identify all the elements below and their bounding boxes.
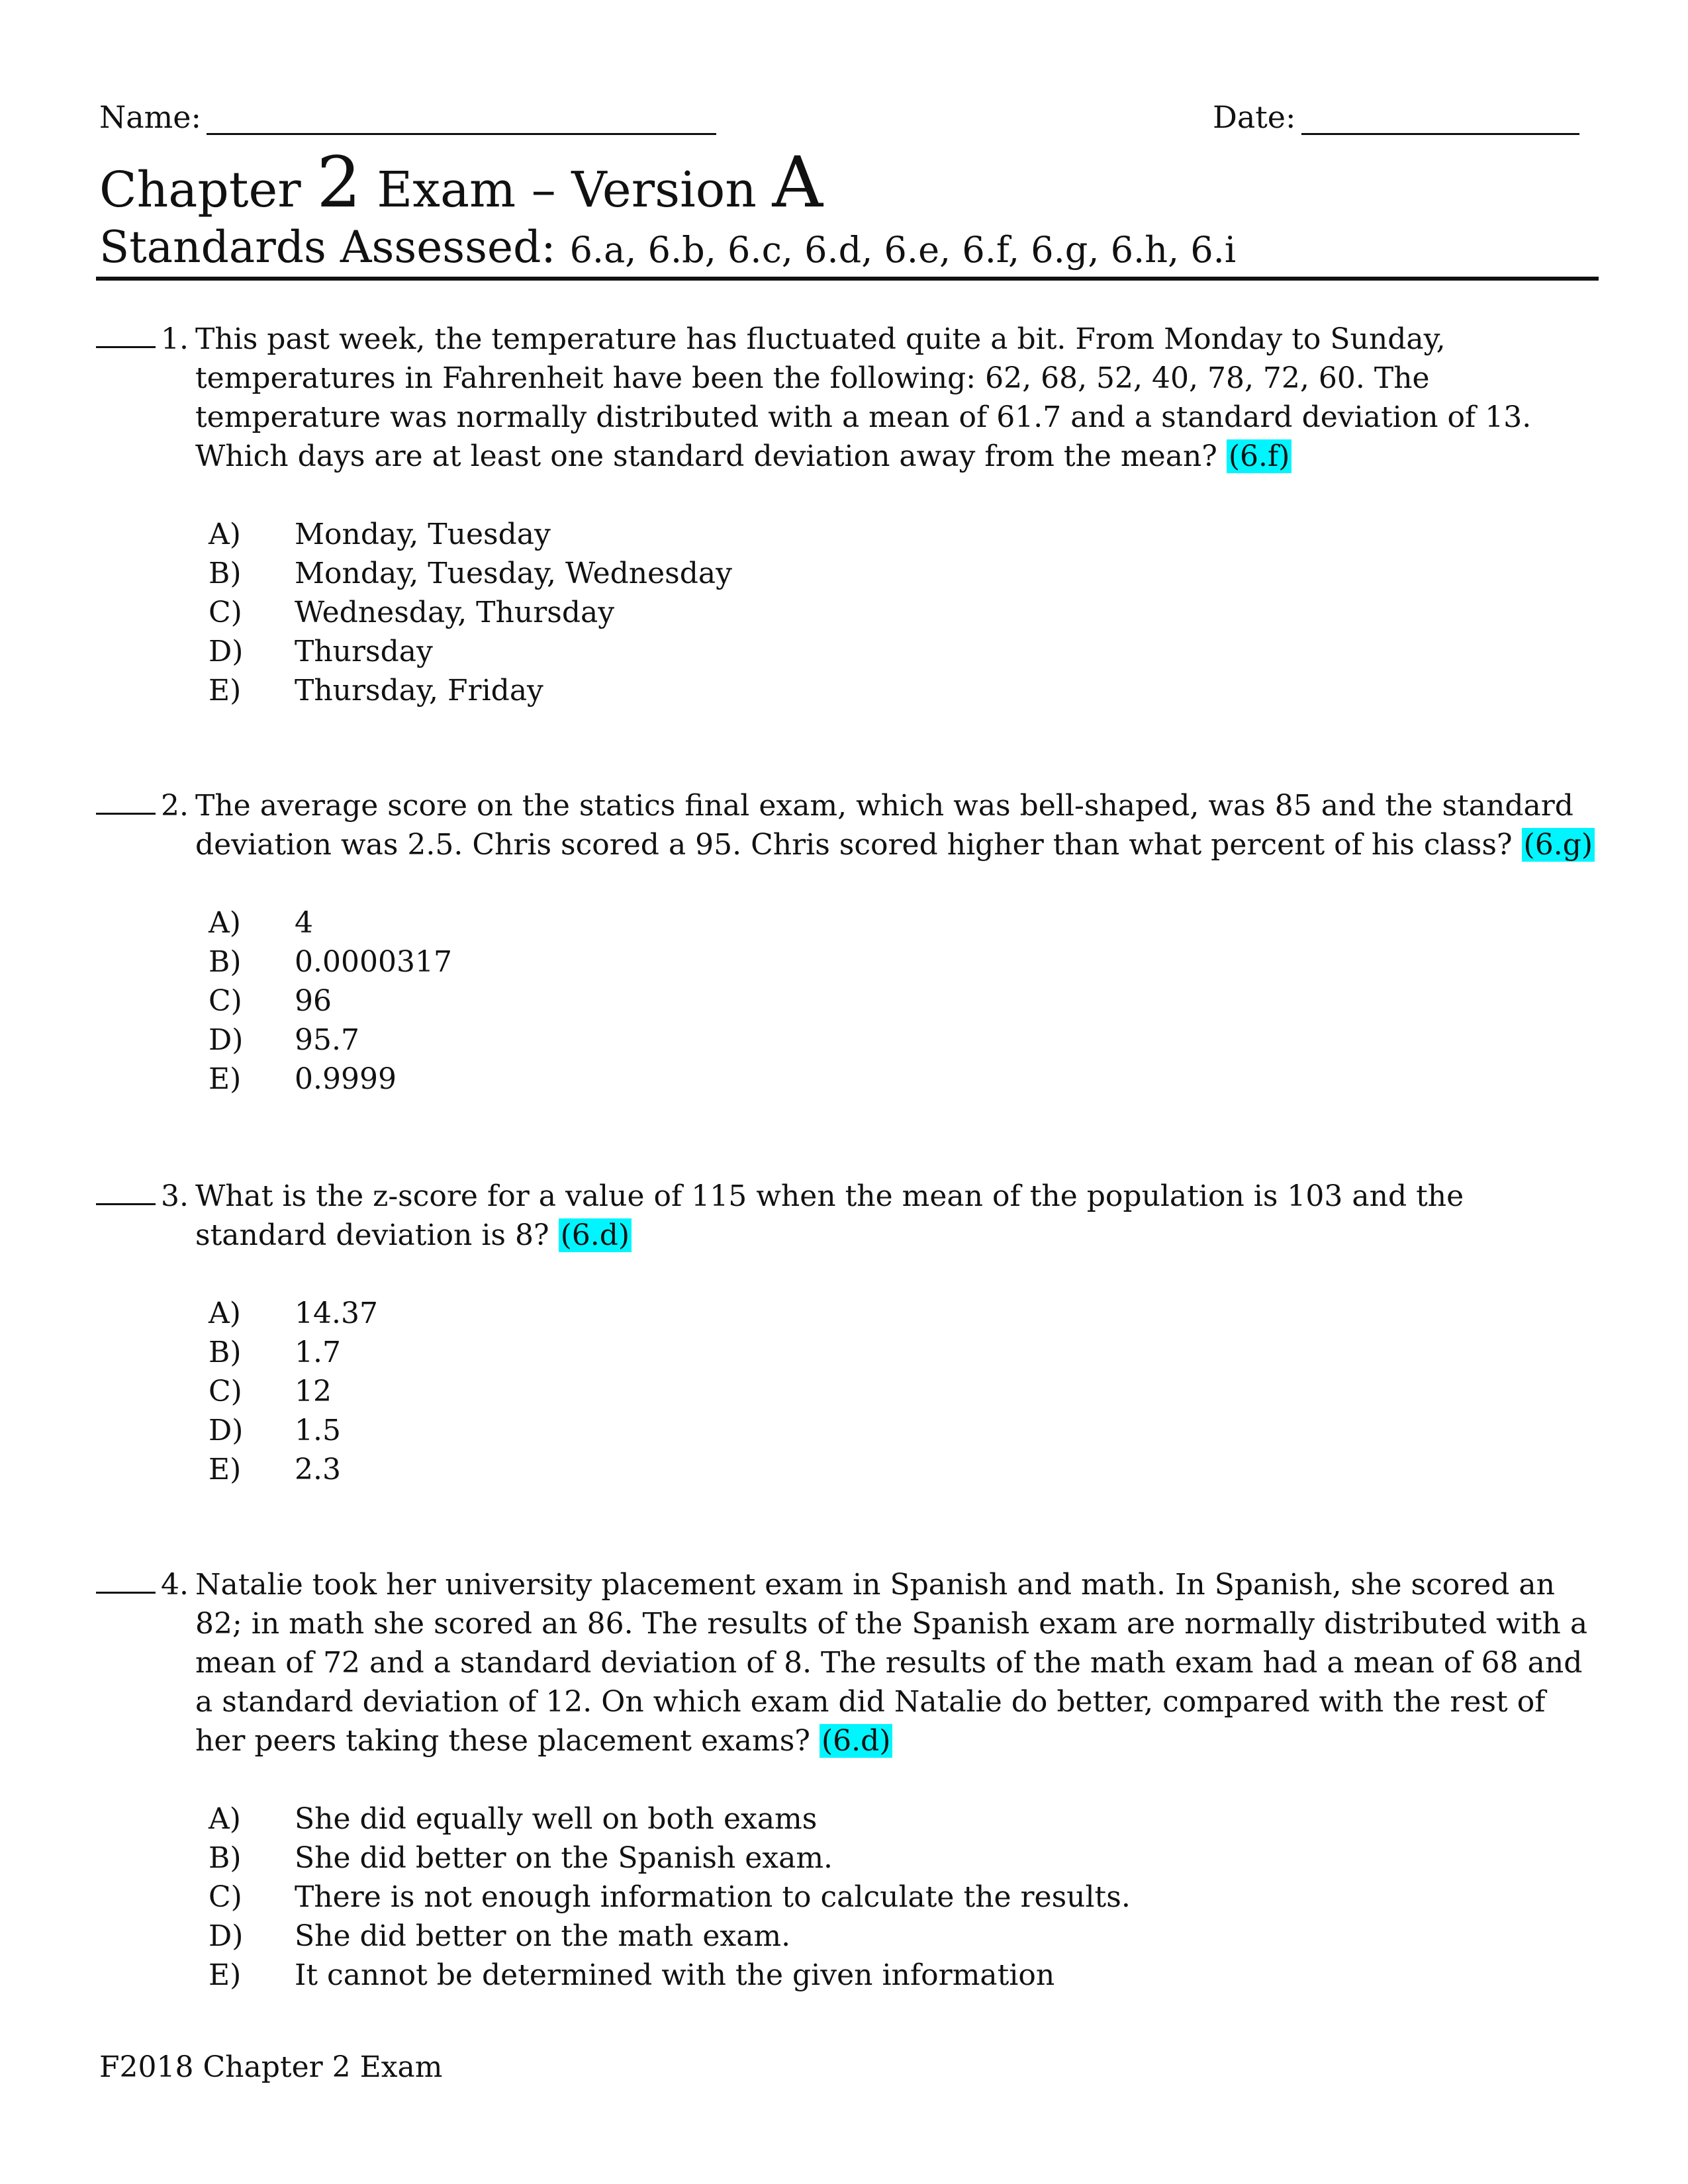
choice-item[interactable]: [209, 1021, 1599, 1060]
choice-letter: A): [209, 1297, 241, 1330]
title-prefix: Chapter: [99, 161, 301, 218]
choice-text: Wednesday, Thursday: [295, 596, 615, 629]
choice-item[interactable]: [209, 903, 1599, 942]
choice-text: 95.7: [295, 1023, 359, 1057]
choice-item[interactable]: [209, 1799, 1599, 1839]
standards-label: Standards Assessed:: [99, 222, 556, 273]
choice-letter: D): [209, 1414, 244, 1447]
choice-text: She did equally well on both exams: [295, 1802, 818, 1836]
name-label: Name:: [99, 99, 202, 135]
choice-text: 4: [295, 906, 313, 940]
choice-item[interactable]: [209, 1917, 1599, 1956]
choice-list: [209, 1294, 1599, 1489]
standard-tag: (6.d): [559, 1218, 632, 1252]
question-number: 2.: [161, 789, 189, 823]
choice-item[interactable]: [209, 981, 1599, 1021]
question-text: [195, 320, 1599, 476]
date-line: [1213, 99, 1579, 135]
answer-blank-3[interactable]: [96, 1177, 156, 1205]
choice-letter: C): [209, 984, 242, 1018]
choice-item[interactable]: [209, 671, 1599, 710]
question-number: 4.: [161, 1568, 189, 1602]
choice-item[interactable]: [209, 593, 1599, 632]
page-title: [99, 144, 823, 222]
choice-letter: B): [209, 1841, 242, 1875]
question-3: [96, 1177, 1599, 1489]
name-line: [99, 99, 716, 135]
standards-list: 6.a, 6.b, 6.c, 6.d, 6.e, 6.f, 6.g, 6.h, 6.i: [569, 229, 1237, 271]
choice-item[interactable]: [209, 1956, 1599, 1995]
standard-tag: (6.f): [1227, 439, 1292, 473]
choice-letter: B): [209, 1336, 242, 1369]
choice-item[interactable]: [209, 1878, 1599, 1917]
question-text: [195, 1177, 1599, 1255]
answer-blank-2[interactable]: [96, 786, 156, 815]
choice-item[interactable]: [209, 1372, 1599, 1411]
choice-text: 12: [295, 1375, 332, 1408]
choice-letter: E): [209, 1958, 242, 1992]
question-1: [96, 320, 1599, 710]
choice-text: 0.0000317: [295, 945, 452, 979]
choice-letter: B): [209, 945, 242, 979]
choice-letter: E): [209, 674, 242, 707]
choice-text: She did better on the Spanish exam.: [295, 1841, 833, 1875]
title-middle: Exam – Version: [377, 161, 757, 218]
answer-blank-4[interactable]: [96, 1565, 156, 1594]
page-footer: F2018 Chapter 2 Exam: [99, 2050, 443, 2084]
question-2: [96, 786, 1599, 1099]
question-body: This past week, the temperature has fluctuated quite a bit. From Monday to Sunday, temperatures in Fahrenheit have been the following: 62, 68, 52, 40, 78, 72, 60. The temperature was normally distributed with a mean of 61.7 and a standard deviation of 13. Which days are at least one standard deviation away from the mean?: [195, 322, 1532, 473]
choice-item[interactable]: [209, 1060, 1599, 1099]
choice-letter: D): [209, 1919, 244, 1953]
choice-item[interactable]: [209, 515, 1599, 554]
question-4: [96, 1565, 1599, 1995]
choice-item[interactable]: [209, 1333, 1599, 1372]
choice-letter: A): [209, 1802, 241, 1836]
choice-letter: D): [209, 635, 244, 668]
choice-text: She did better on the math exam.: [295, 1919, 791, 1953]
choice-item[interactable]: [209, 1839, 1599, 1878]
choice-text: 14.37: [295, 1297, 378, 1330]
name-blank[interactable]: [207, 107, 716, 135]
question-text: [195, 1565, 1599, 1760]
standard-tag: (6.g): [1522, 828, 1595, 862]
choice-text: It cannot be determined with the given information: [295, 1958, 1055, 1992]
choice-text: Thursday, Friday: [295, 674, 543, 707]
choice-text: Thursday: [295, 635, 433, 668]
question-number: 1.: [161, 322, 189, 356]
choice-letter: C): [209, 596, 242, 629]
title-chapter-number: 2: [316, 142, 361, 223]
choice-item[interactable]: [209, 1294, 1599, 1333]
choice-letter: D): [209, 1023, 244, 1057]
choice-text: 1.5: [295, 1414, 341, 1447]
choice-item[interactable]: [209, 554, 1599, 593]
choice-item[interactable]: [209, 632, 1599, 671]
standards-assessed: [99, 222, 1236, 273]
choice-text: Monday, Tuesday: [295, 518, 551, 551]
answer-blank-1[interactable]: [96, 320, 156, 348]
choice-item[interactable]: [209, 1411, 1599, 1450]
choice-text: 1.7: [295, 1336, 341, 1369]
choice-text: 2.3: [295, 1453, 341, 1486]
date-blank[interactable]: [1301, 107, 1579, 135]
choice-letter: C): [209, 1375, 242, 1408]
standard-tag: (6.d): [820, 1724, 892, 1758]
choice-item[interactable]: [209, 1450, 1599, 1489]
choice-letter: C): [209, 1880, 242, 1914]
choice-text: 96: [295, 984, 332, 1018]
date-label: Date:: [1213, 99, 1296, 135]
choice-list: [209, 903, 1599, 1099]
choice-letter: A): [209, 518, 241, 551]
choice-text: Monday, Tuesday, Wednesday: [295, 557, 733, 590]
title-version: A: [772, 142, 823, 223]
choice-letter: A): [209, 906, 241, 940]
choice-letter: B): [209, 557, 242, 590]
choice-letter: E): [209, 1062, 242, 1096]
choice-item[interactable]: [209, 942, 1599, 981]
choice-list: [209, 515, 1599, 710]
choice-letter: E): [209, 1453, 242, 1486]
question-body: What is the z-score for a value of 115 when the mean of the population is 103 and the standard deviation is 8?: [195, 1179, 1464, 1252]
header-divider: [96, 277, 1599, 281]
question-text: [195, 786, 1599, 864]
question-body: The average score on the statics final exam, which was bell-shaped, was 85 and the standard deviation was 2.5. Chris scored a 95. Chris scored higher than what percent of his class?: [195, 789, 1573, 862]
choice-list: [209, 1799, 1599, 1995]
question-body: Natalie took her university placement exam in Spanish and math. In Spanish, she scored an 82; in math she scored an 86. The results of the Spanish exam are normally distributed with a mean of 72 and a standard deviation of 8. The results of the math exam had a mean of 68 and a standard deviation of 12. On which exam did Natalie do better, compared with the rest of her peers taking these placement exams?: [195, 1568, 1588, 1758]
choice-text: 0.9999: [295, 1062, 397, 1096]
choice-text: There is not enough information to calculate the results.: [295, 1880, 1131, 1914]
question-number: 3.: [161, 1179, 189, 1213]
